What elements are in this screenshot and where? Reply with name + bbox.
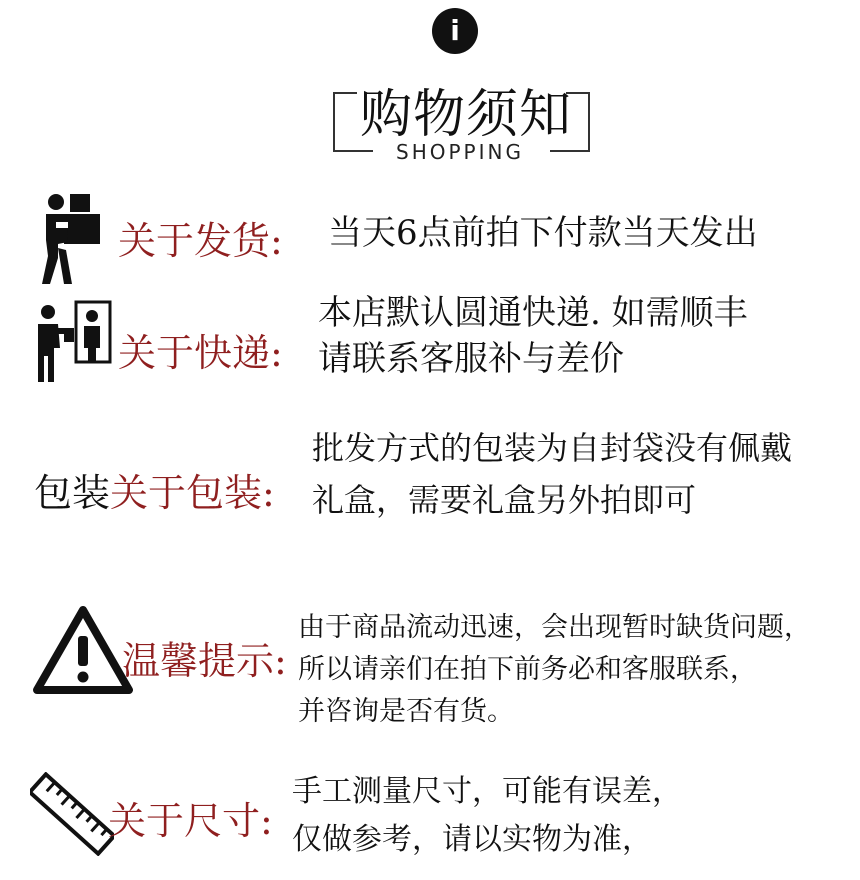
notice-label: 温馨提示: bbox=[122, 639, 287, 683]
packaging-text-line-1: 批发方式的包装为自封袋没有佩戴 bbox=[312, 429, 793, 467]
packaging-prefix: 包装 bbox=[34, 471, 111, 515]
courier-handover-icon bbox=[36, 298, 114, 382]
courier-label: 关于快递: bbox=[118, 331, 283, 375]
page-subtitle: SHOPPING bbox=[396, 140, 524, 164]
title-bracket-right-bottom bbox=[550, 150, 590, 152]
notice-text-line-2: 所以请亲们在拍下前务必和客服联系， bbox=[298, 654, 757, 685]
notice-text-line-3: 并咨询是否有货。 bbox=[298, 696, 514, 727]
shipping-text-line-1: 当天6点前拍下付款当天发出 bbox=[328, 213, 758, 253]
size-text-line-1: 手工测量尺寸，可能有误差， bbox=[292, 774, 682, 809]
ruler-icon bbox=[30, 772, 114, 856]
title-bracket-right-side bbox=[588, 92, 590, 150]
title-bracket-left-top bbox=[333, 92, 357, 94]
shipping-label: 关于发货: bbox=[118, 219, 283, 263]
size-text-line-2: 仅做参考，请以实物为准， bbox=[292, 822, 652, 857]
packaging-label: 关于包装: bbox=[110, 471, 275, 515]
info-icon: i bbox=[432, 8, 478, 54]
delivery-person-icon bbox=[36, 188, 108, 284]
size-label: 关于尺寸: bbox=[108, 799, 273, 843]
courier-text-line-1: 本店默认圆通快递. 如需顺丰 bbox=[318, 293, 748, 333]
page-title: 购物须知 bbox=[360, 85, 573, 145]
packaging-text-line-2: 礼盒，需要礼盒另外拍即可 bbox=[312, 481, 697, 519]
title-bracket-left-bottom bbox=[333, 150, 373, 152]
title-bracket-left-side bbox=[333, 92, 335, 150]
warning-triangle-icon bbox=[32, 604, 134, 696]
notice-text-line-1: 由于商品流动迅速，会出现暂时缺货问题， bbox=[298, 612, 811, 643]
courier-text-line-2: 请联系客服补与差价 bbox=[318, 339, 624, 379]
